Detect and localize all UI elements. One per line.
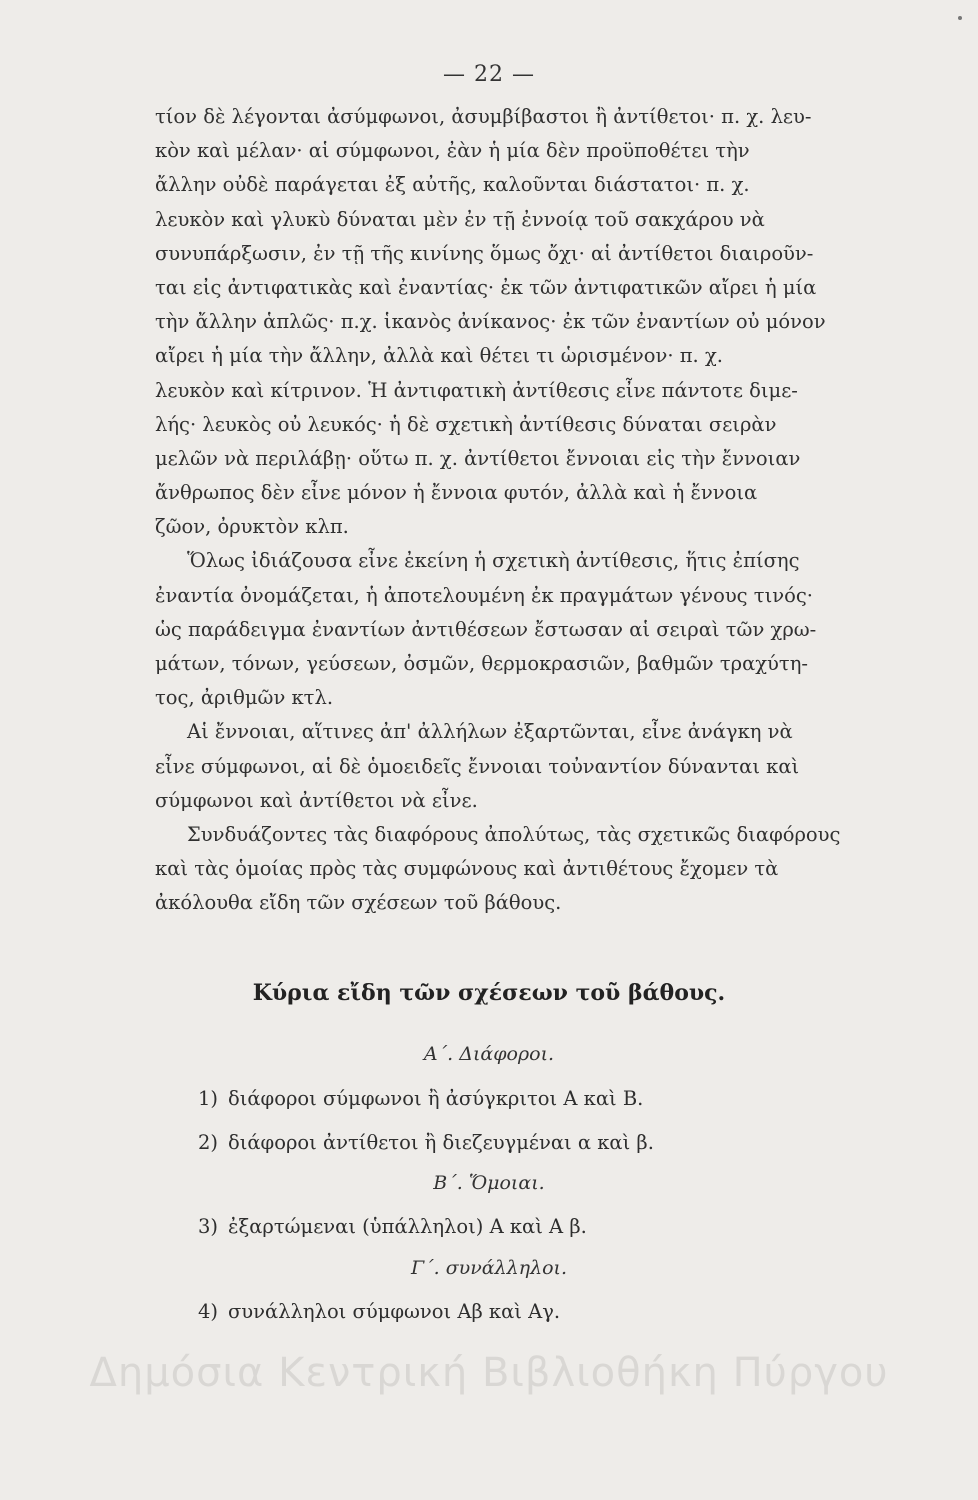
text-line: ἄλλην οὐδὲ παράγεται ἐξ αὐτῆς, καλοῦνται διάστατοι· π. χ. (155, 173, 750, 197)
text-line: συνυπάρξωσιν, ἐν τῇ τῆς κινίνης ὅμως ὄχι· αἱ ἀντίθετοι διαιροῦν- (155, 241, 814, 265)
item-number: 4) (198, 1300, 219, 1323)
text-line: τὴν ἄλλην ἁπλῶς· π.χ. ἱκανὸς ἀνίκανος· ἐκ τῶν ἐναντίων οὐ μόνον (155, 310, 826, 334)
page-number: — 22 — (443, 62, 535, 87)
text-line: σύμφωνοι καὶ ἀντίθετοι νὰ εἶνε. (155, 788, 478, 812)
list-item (198, 1087, 643, 1110)
text-line: τος, ἀριθμῶν κτλ. (155, 686, 334, 710)
section-heading: Κύρια εἴδη τῶν σχέσεων τοῦ βάθους. (252, 980, 726, 1006)
text-line: λευκὸν καὶ κίτρινον. Ἡ ἀντιφατικὴ ἀντίθεσις εἶνε πάντοτε διμε- (155, 378, 798, 402)
body-text (155, 100, 915, 921)
text-line: ἐναντία ὀνομάζεται, ἡ ἀποτελουμένη ἐκ πραγμάτων γένους τινός· (155, 583, 813, 607)
text-line: Ὅλως ἰδιάζουσα εἶνε ἐκείνη ἡ σχετικὴ ἀντίθεσις, ἥτις ἐπίσης (187, 549, 800, 573)
item-text: διάφοροι σύμφωνοι ἢ ἀσύγκριτοι Α καὶ Β. (228, 1087, 644, 1110)
text-line: ἀκόλουθα εἴδη τῶν σχέσεων τοῦ βάθους. (155, 891, 562, 915)
text-line: τίον δὲ λέγονται ἀσύμφωνοι, ἀσυμβίβαστοι ἢ ἀντίθετοι· π. χ. λευ- (155, 105, 812, 128)
text-line: ἄνθρωπος δὲν εἶνε μόνον ἡ ἔννοια φυτόν, ἀλλὰ καὶ ἡ ἔννοια (155, 481, 758, 505)
text-line: Αἱ ἔννοιαι, αἵτινες ἀπ' ἀλλήλων ἐξαρτῶνται, εἶνε ἀνάγκη νὰ (187, 720, 793, 744)
text-line: μελῶν νὰ περιλάβῃ· οὕτω π. χ. ἀντίθετοι ἔννοιαι εἰς τὴν ἔννοιαν (155, 446, 801, 470)
list-item (198, 1131, 654, 1154)
item-number: 3) (198, 1215, 219, 1238)
text-line: λής· λευκὸς οὐ λευκός· ἡ δὲ σχετικὴ ἀντίθεσις δύναται σειρὰν (155, 412, 777, 436)
item-text: συνάλληλοι σύμφωνοι Αβ καὶ Αγ. (228, 1300, 561, 1323)
item-number: 1) (198, 1087, 219, 1110)
group-label-a: Α΄. Διάφοροι. (423, 1043, 555, 1065)
group-label-b: Β΄. Ὅμοιαι. (433, 1172, 545, 1194)
text-line: Συνδυάζοντες τὰς διαφόρους ἀπολύτως, τὰς σχετικῶς διαφόρους (187, 822, 841, 846)
text-line: λευκὸν καὶ γλυκὺ δύναται μὲν ἐν τῇ ἐννοίᾳ τοῦ σακχάρου νὰ (155, 207, 765, 231)
text-line: ται εἰς ἀντιφατικὰς καὶ ἐναντίας· ἐκ τῶν ἀντιφατικῶν αἴρει ἡ μία (155, 275, 817, 299)
library-watermark: Δημόσια Κεντρική Βιβλιοθήκη Πύργου (89, 1350, 889, 1396)
text-line: εἶνε σύμφωνοι, αἱ δὲ ὁμοειδεῖς ἔννοιαι τοὐναντίον δύνανται καὶ (155, 754, 800, 778)
text-line: ὡς παράδειγμα ἐναντίων ἀντιθέσεων ἔστωσαν αἱ σειραὶ τῶν χρω- (155, 617, 817, 641)
scan-speck (958, 16, 962, 20)
text-line: κὸν καὶ μέλαν· αἱ σύμφωνοι, ἐὰν ἡ μία δὲν προϋποθέτει τὴν (155, 139, 750, 163)
text-line: μάτων, τόνων, γεύσεων, ὀσμῶν, θερμοκρασιῶν, βαθμῶν τραχύτη- (155, 652, 808, 675)
list-item (198, 1215, 587, 1238)
item-text: διάφοροι ἀντίθετοι ἢ διεζευγμέναι α καὶ β. (228, 1131, 654, 1154)
list-item (198, 1300, 560, 1323)
item-text: ἐξαρτώμεναι (ὑπάλληλοι) Α καὶ Α β. (228, 1215, 587, 1238)
text-line: αἴρει ἡ μία τὴν ἄλλην, ἀλλὰ καὶ θέτει τι ὡρισμένον· π. χ. (155, 344, 723, 368)
group-label-c: Γ΄. συνάλληλοι. (410, 1257, 568, 1279)
text-line: καὶ τὰς ὁμοίας πρὸς τὰς συμφώνους καὶ ἀντιθέτους ἔχομεν τὰ (155, 857, 779, 881)
text-line: ζῶον, ὀρυκτὸν κλπ. (155, 515, 349, 539)
item-number: 2) (198, 1131, 219, 1154)
